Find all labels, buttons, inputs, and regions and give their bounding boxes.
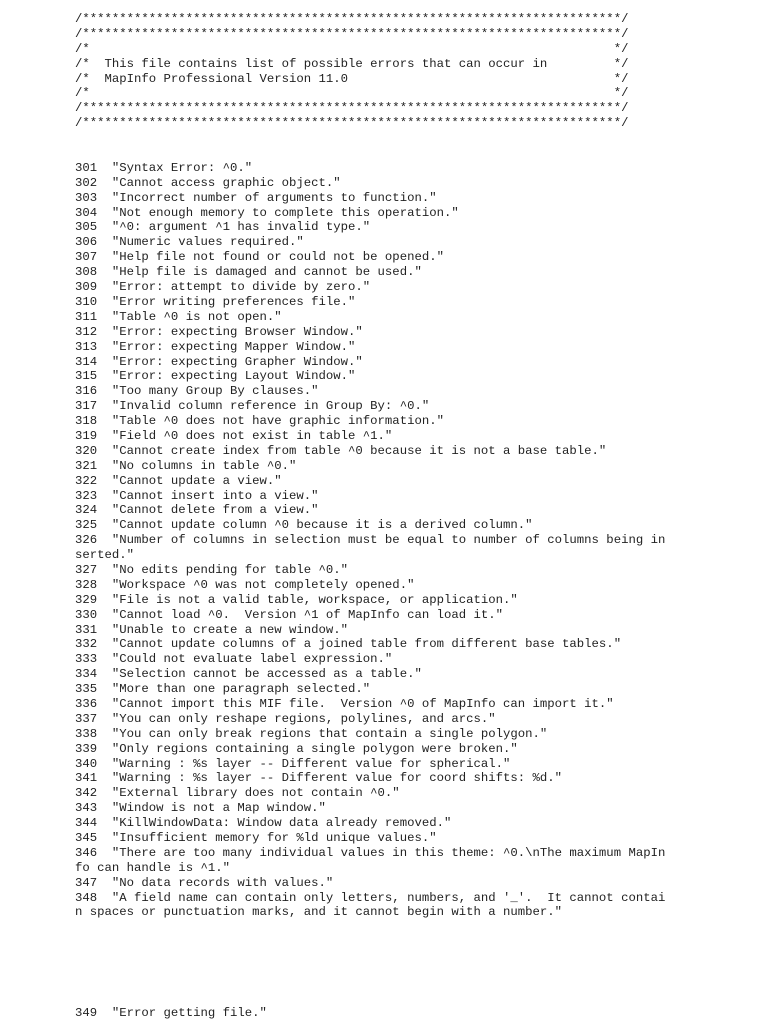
spacer [75, 131, 695, 161]
error-entry: 343 "Window is not a Map window." [75, 801, 326, 816]
error-entry: 347 "No data records with values." [75, 875, 334, 890]
error-entry: 306 "Numeric values required." [75, 235, 304, 250]
header-line: /*************************************************************************/ [75, 116, 629, 131]
error-entry: 331 "Unable to create a new window." [75, 622, 349, 637]
error-entry: 342 "External library does not contain ^0." [75, 786, 400, 801]
error-entry-continuation: fo can handle is ^1." [75, 860, 230, 875]
header-line: /* */ [75, 86, 629, 101]
error-entry: 327 "No edits pending for table ^0." [75, 562, 349, 577]
error-entry: 312 "Error: expecting Browser Window." [75, 324, 363, 339]
error-list [75, 161, 695, 920]
error-entry: 338 "You can only break regions that contain a single polygon." [75, 726, 548, 741]
header-line: /* */ [75, 41, 629, 56]
error-entry-continuation: serted." [75, 548, 135, 563]
header-line: /*************************************************************************/ [75, 101, 629, 116]
error-entry: 336 "Cannot import this MIF file. Version ^0 of MapInfo can import it." [75, 696, 614, 711]
error-entry: 346 "There are too many individual values in this theme: ^0.\nThe maximum MapIn [75, 845, 666, 860]
error-entry: 325 "Cannot update column ^0 because it is a derived column." [75, 518, 533, 533]
header-line: /* MapInfo Professional Version 11.0 */ [75, 71, 629, 86]
error-entry: 311 "Table ^0 is not open." [75, 309, 282, 324]
header-line: /*************************************************************************/ [75, 12, 629, 26]
document-page [75, 12, 695, 920]
error-entry: 320 "Cannot create index from table ^0 because it is not a base table." [75, 443, 607, 458]
error-entry: 322 "Cannot update a view." [75, 473, 282, 488]
error-entry: 315 "Error: expecting Layout Window." [75, 369, 356, 384]
error-entry: 337 "You can only reshape regions, polylines, and arcs." [75, 711, 496, 726]
error-entry: 303 "Incorrect number of arguments to function." [75, 190, 437, 205]
error-entry: 339 "Only regions containing a single polygon were broken." [75, 741, 518, 756]
error-entry: 313 "Error: expecting Mapper Window." [75, 339, 356, 354]
error-entry: 328 "Workspace ^0 was not completely opened." [75, 577, 415, 592]
error-entry: 348 "A field name can contain only letters, numbers, and '_'. It cannot contai [75, 890, 666, 905]
error-entry: 344 "KillWindowData: Window data already removed." [75, 816, 452, 831]
error-entry: 330 "Cannot load ^0. Version ^1 of MapInfo can load it." [75, 607, 504, 622]
error-entry: 332 "Cannot update columns of a joined table from different base tables." [75, 637, 622, 652]
error-entry: 314 "Error: expecting Grapher Window." [75, 354, 363, 369]
header-line: /*************************************************************************/ [75, 26, 629, 41]
error-entry: 302 "Cannot access graphic object." [75, 175, 341, 190]
error-entry: 304 "Not enough memory to complete this operation." [75, 205, 459, 220]
error-entry: 316 "Too many Group By clauses." [75, 384, 319, 399]
error-entry: 321 "No columns in table ^0." [75, 458, 297, 473]
error-entry: 319 "Field ^0 does not exist in table ^1." [75, 428, 393, 443]
error-entry: 305 "^0: argument ^1 has invalid type." [75, 220, 371, 235]
error-entry: 329 "File is not a valid table, workspace, or application." [75, 592, 518, 607]
error-entry-continuation: n spaces or punctuation marks, and it cannot begin with a number." [75, 905, 563, 920]
error-entry: 341 "Warning : %s layer -- Different value for coord shifts: %d." [75, 771, 563, 786]
error-entry: 323 "Cannot insert into a view." [75, 488, 319, 503]
error-entry: 318 "Table ^0 does not have graphic information." [75, 414, 444, 429]
page-footer-entry [75, 1006, 695, 1021]
error-entry: 335 "More than one paragraph selected." [75, 682, 371, 697]
error-entry: 333 "Could not evaluate label expression." [75, 652, 393, 667]
header-line: /* This file contains list of possible errors that can occur in */ [75, 56, 629, 71]
file-header-comment [75, 12, 695, 131]
error-entry: 340 "Warning : %s layer -- Different value for spherical." [75, 756, 511, 771]
error-entry: 345 "Insufficient memory for %ld unique values." [75, 831, 437, 845]
error-entry: 301 "Syntax Error: ^0." [75, 160, 253, 175]
error-entry: 317 "Invalid column reference in Group By: ^0." [75, 399, 430, 414]
error-entry: 324 "Cannot delete from a view." [75, 503, 319, 518]
error-entry: 326 "Number of columns in selection must be equal to number of columns being in [75, 533, 666, 548]
error-entry: 307 "Help file not found or could not be opened." [75, 250, 444, 265]
error-entry: 309 "Error: attempt to divide by zero." [75, 280, 371, 295]
error-entry: 349 "Error getting file." [75, 1006, 267, 1020]
error-entry: 308 "Help file is damaged and cannot be used." [75, 265, 422, 280]
error-entry: 334 "Selection cannot be accessed as a table." [75, 667, 422, 682]
error-entry: 310 "Error writing preferences file." [75, 294, 356, 309]
